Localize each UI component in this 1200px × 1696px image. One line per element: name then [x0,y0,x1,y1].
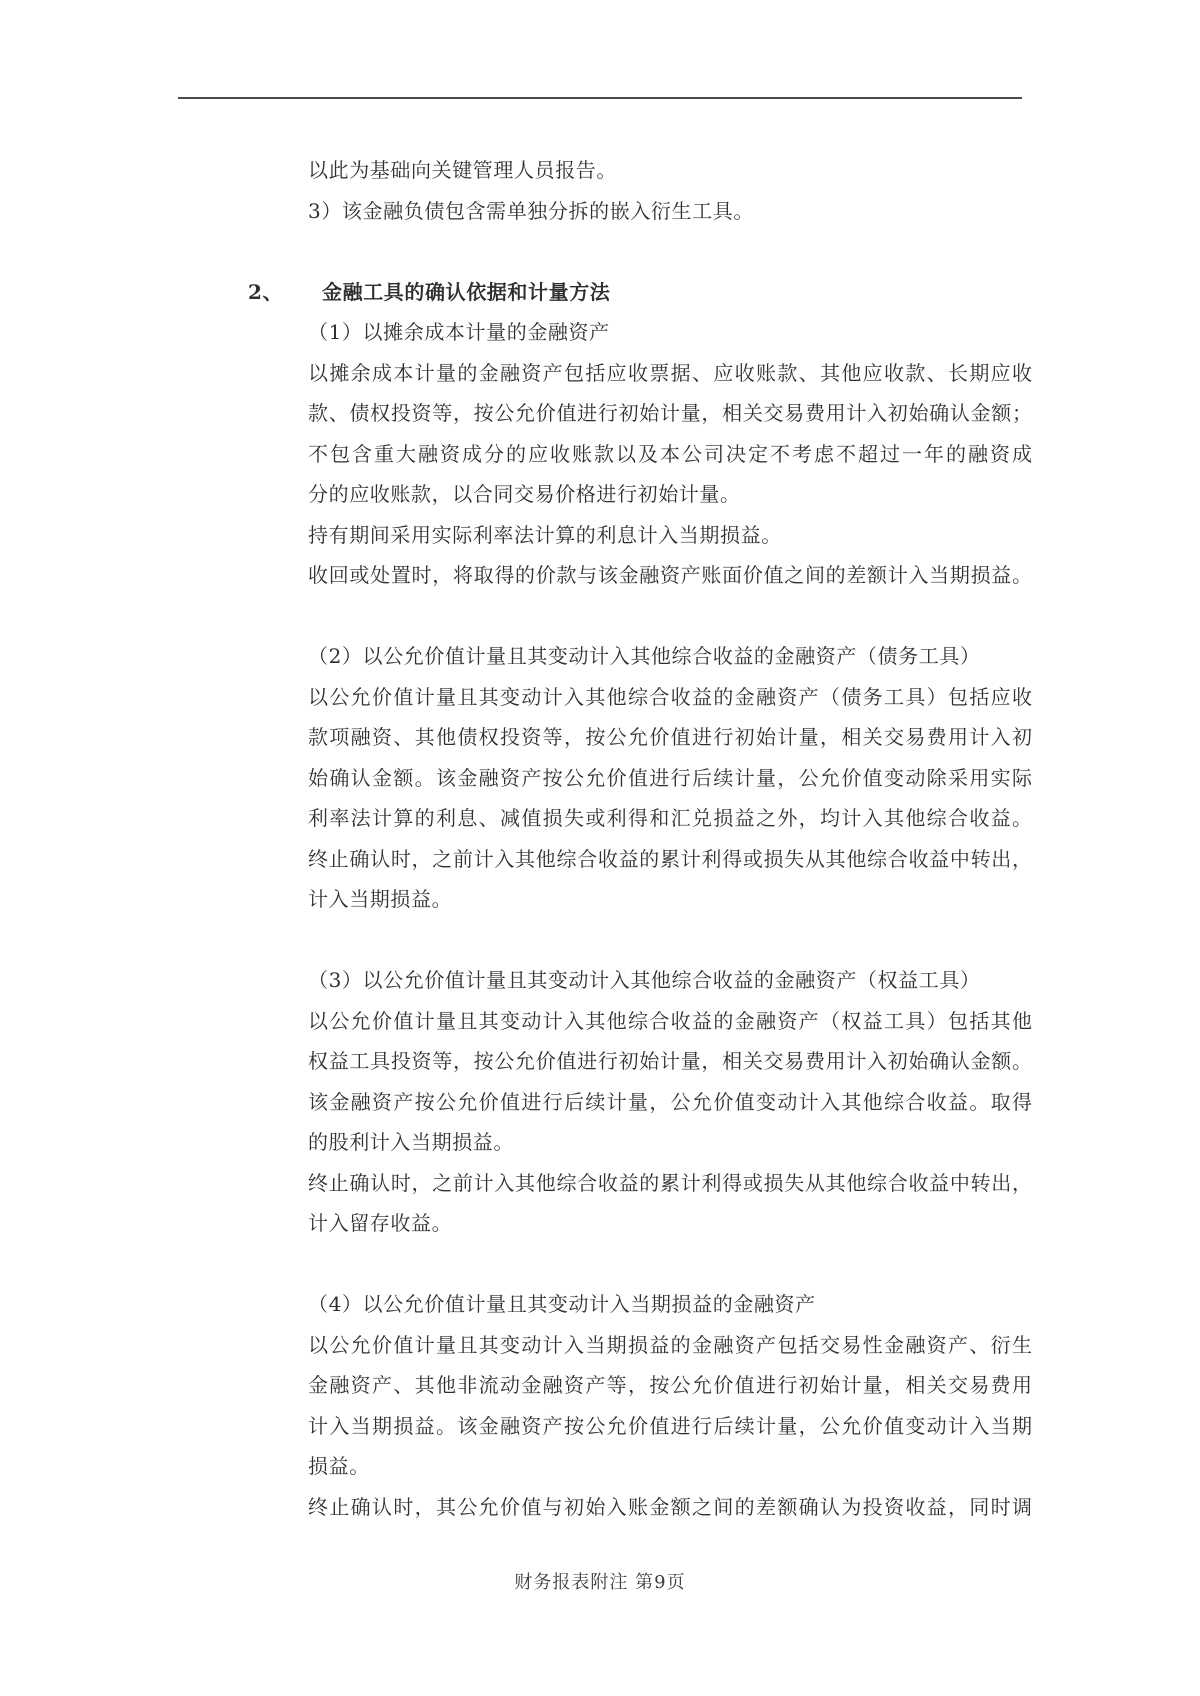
text-line: （2）以公允价值计量且其变动计入其他综合收益的金融资产（债务工具） [308,644,981,668]
text-line: 终止确认时，之前计入其他综合收益的累计利得或损失从其他综合收益中转出， [308,1170,1032,1195]
text-line: 分的应收账款，以合同交易价格进行初始计量。 [308,482,741,506]
text-line: 以公允价值计量且其变动计入当期损益的金融资产包括交易性金融资产、衍生 [308,1332,1032,1357]
paragraph-block [308,1284,1032,1527]
text-line: 利率法计算的利息、减值损失或利得和汇兑损益之外，均计入其他综合收益。 [308,806,1032,830]
text-line: 该金融资产按公允价值进行后续计量，公允价值变动计入其他综合收益。取得 [308,1089,1032,1114]
text-line: 金融资产、其他非流动金融资产等，按公允价值进行初始计量，相关交易费用 [308,1373,1032,1397]
text-line: 以此为基础向关键管理人员报告。 [308,158,617,182]
text-line: 款项融资、其他债权投资等，按公允价值进行初始计量，相关交易费用计入初 [308,725,1032,749]
page-footer [0,1572,1200,1594]
text-line: 终止确认时，其公允价值与初始入账金额之间的差额确认为投资收益，同时调 [308,1494,1032,1519]
text-line: 不包含重大融资成分的应收账款以及本公司决定不考虑不超过一年的融资成 [308,441,1032,466]
section-block [248,272,1032,596]
text-line: 以公允价值计量且其变动计入其他综合收益的金融资产（债务工具）包括应收 [308,684,1032,709]
text-line: 收回或处置时，将取得的价款与该金融资产账面价值之间的差额计入当期损益。 [308,563,1032,587]
text-line: 3）该金融负债包含需单独分拆的嵌入衍生工具。 [308,198,754,223]
section-heading [248,272,1032,313]
text-line: 终止确认时，之前计入其他综合收益的累计利得或损失从其他综合收益中转出， [308,846,1032,871]
text-line: 款、债权投资等，按公允价值进行初始计量，相关交易费用计入初始确认金额； [308,401,1032,425]
text-line: 权益工具投资等，按公允价值进行初始计量，相关交易费用计入初始确认金额。 [308,1049,1032,1073]
section-title: 金融工具的确认依据和计量方法 [322,279,611,304]
text-line: （1）以摊余成本计量的金融资产 [308,320,610,344]
footer-text: 财务报表附注 第9页 [514,1572,686,1593]
paragraph-block [308,150,1032,231]
text-line: 计入当期损益。 [308,887,453,911]
text-line: （4）以公允价值计量且其变动计入当期损益的金融资产 [308,1292,816,1316]
section-number: 2、 [248,279,284,304]
text-line: （3）以公允价值计量且其变动计入其他综合收益的金融资产（权益工具） [308,968,981,992]
text-line: 始确认金额。该金融资产按公允价值进行后续计量，公允价值变动除采用实际 [308,765,1032,790]
document-content [248,150,1032,1527]
text-line: 损益。 [308,1454,370,1478]
text-line: 计入当期损益。该金融资产按公允价值进行后续计量，公允价值变动计入当期 [308,1413,1032,1438]
text-line: 以摊余成本计量的金融资产包括应收票据、应收账款、其他应收款、长期应收 [308,360,1032,385]
paragraph-block [308,636,1032,920]
text-line: 持有期间采用实际利率法计算的利息计入当期损益。 [308,522,782,547]
header-divider [178,97,1022,99]
paragraph-block [308,960,1032,1244]
text-line: 计入留存收益。 [308,1211,453,1235]
text-line: 以公允价值计量且其变动计入其他综合收益的金融资产（权益工具）包括其他 [308,1008,1032,1033]
text-line: 的股利计入当期损益。 [308,1130,514,1154]
